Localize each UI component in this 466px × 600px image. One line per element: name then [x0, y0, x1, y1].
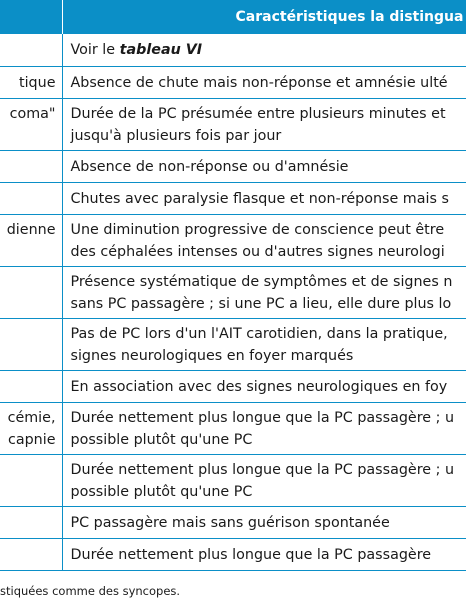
row-left-cell: dienne [0, 215, 62, 267]
row-left-cell [0, 455, 62, 507]
header-left-cell [0, 0, 62, 34]
cell-line: possible plutôt qu'une PC [70, 431, 253, 448]
cell-text: Absence de chute mais non-réponse et amnésie ulté [70, 74, 448, 91]
row-left-cell [0, 539, 62, 571]
row-right-cell [62, 151, 466, 183]
table-row [0, 539, 466, 571]
row-left-cell [0, 507, 62, 539]
table-row [0, 34, 466, 67]
cell-line: Durée nettement plus longue que la PC passagère ; u [70, 409, 455, 426]
row-right-cell [62, 507, 466, 539]
row-left-cell [0, 34, 62, 67]
cell-line: jusqu'à plusieurs fois par jour [70, 127, 282, 144]
cell-line: Une diminution progressive de conscience peut être [70, 221, 445, 238]
cell-line: Pas de PC lors d'un l'AIT carotidien, dans la pratique, [70, 325, 448, 342]
cell-text: Absence de non-réponse ou d'amnésie [70, 158, 349, 175]
table-row [0, 267, 466, 319]
row-right-cell [62, 99, 466, 151]
row-left-cell [0, 151, 62, 183]
row-right-cell [62, 319, 466, 371]
row-left-cell: tique [0, 67, 62, 99]
cell-line: sans PC passagère ; si une PC a lieu, elle dure plus lo [70, 295, 452, 312]
cell-line: capnie [7, 431, 56, 448]
cell-line: signes neurologiques en foyer marqués [70, 347, 354, 364]
table-row [0, 99, 466, 151]
row-right-cell [62, 539, 466, 571]
table-row [0, 507, 466, 539]
cell-line: Durée de la PC présumée entre plusieurs minutes et [70, 105, 446, 122]
row-left-cell [0, 319, 62, 371]
table-footnote: stiquées comme des syncopes. [0, 584, 181, 598]
table-row [0, 455, 466, 507]
cell-line: cémie, [7, 409, 56, 426]
table-row [0, 151, 466, 183]
cell-line: des céphalées intenses ou d'autres signes neurologi [70, 243, 445, 260]
cell-line: Présence systématique de symptômes et de signes n [70, 273, 453, 290]
row-left-cell [0, 267, 62, 319]
row-right-cell [62, 371, 466, 403]
row-left-cell [0, 183, 62, 215]
table-header-row [0, 0, 466, 34]
cell-text: PC passagère mais sans guérison spontanée [70, 514, 390, 531]
row-left-cell: coma" [0, 99, 62, 151]
cell-line: Durée nettement plus longue que la PC passagère ; u [70, 461, 455, 478]
row-left-cell [0, 403, 62, 455]
cell-line: possible plutôt qu'une PC [70, 483, 253, 500]
row-right-cell [62, 34, 466, 67]
row-right-cell [62, 67, 466, 99]
cell-text: Chutes avec paralysie flasque et non-réponse mais s [70, 190, 449, 207]
table-row [0, 319, 466, 371]
row-left-cell [0, 371, 62, 403]
cell-text: En association avec des signes neurologiques en foy [70, 378, 448, 395]
table-row [0, 215, 466, 267]
row-right-cell [62, 183, 466, 215]
table-row [0, 403, 466, 455]
table-row [0, 67, 466, 99]
row-right-cell [62, 403, 466, 455]
table-row [0, 183, 466, 215]
row-right-cell [62, 455, 466, 507]
header-characteristics: Caractéristiques la distingua [62, 0, 466, 34]
row-right-cell [62, 215, 466, 267]
cell-text: Voir le [70, 42, 120, 58]
row-right-cell [62, 267, 466, 319]
table-reference-link[interactable]: tableau VI [119, 42, 203, 58]
table-row [0, 371, 466, 403]
cell-text: Durée nettement plus longue que la PC passagère [70, 546, 432, 563]
